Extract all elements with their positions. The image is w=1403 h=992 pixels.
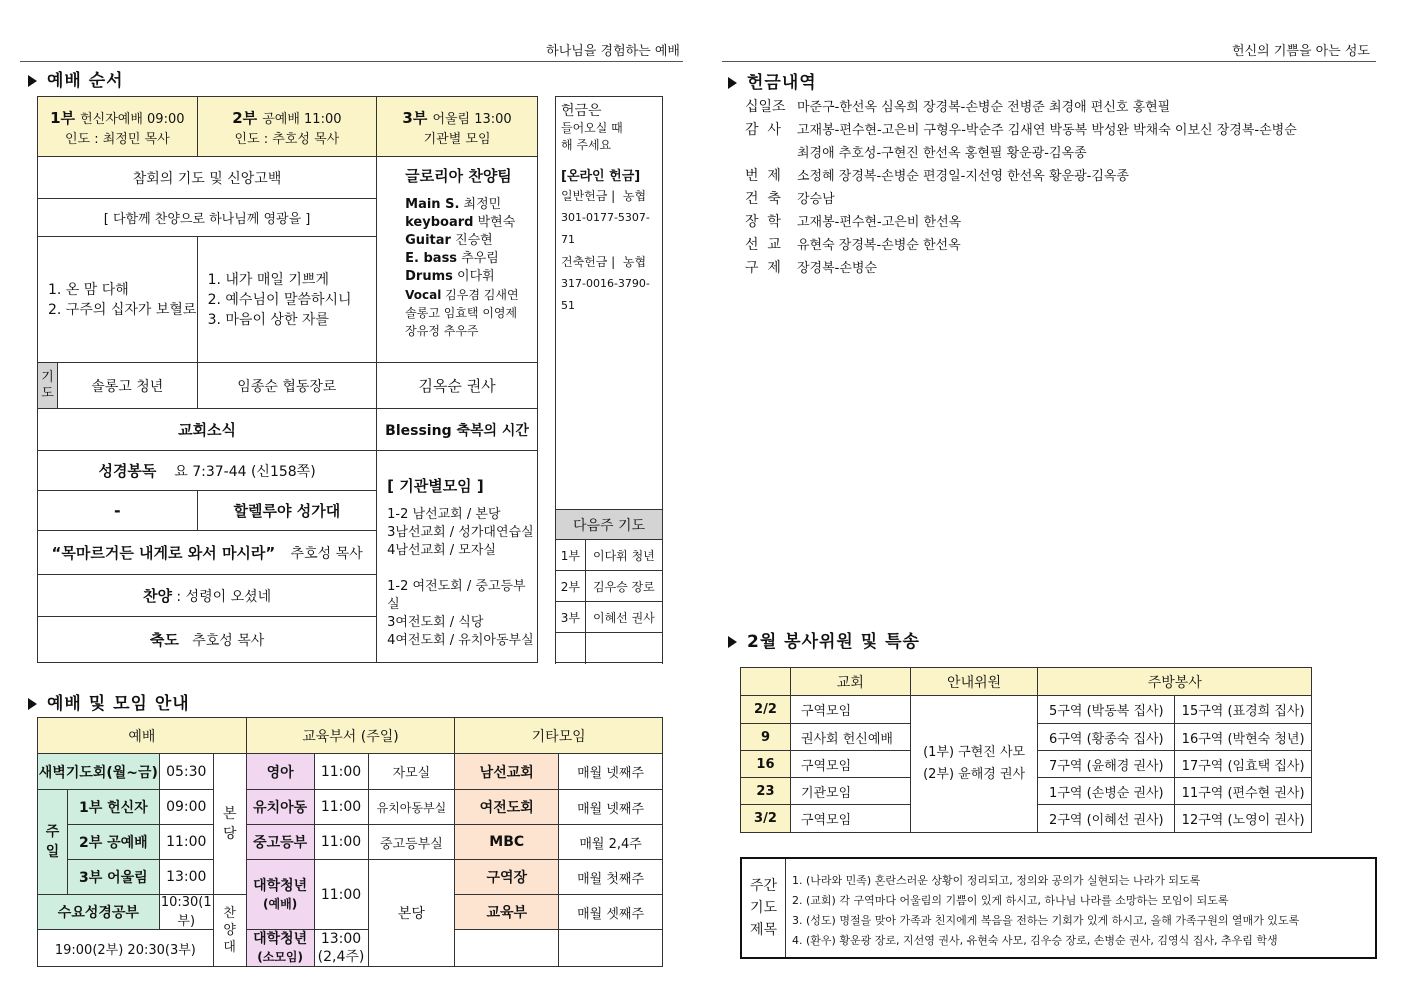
edu-youth: 중고등부: [246, 825, 314, 860]
service-row: [38, 97, 538, 157]
edu-infant: 영아: [246, 754, 314, 790]
hymn: 찬양 : 성령이 오셨네: [38, 575, 377, 617]
vol-head-guide: 안내위원: [910, 668, 1038, 696]
groups-cell: [377, 451, 538, 663]
left-page-header: 하나님을 경험하는 예배: [546, 44, 680, 59]
section-title: 헌금내역: [747, 73, 817, 93]
etc-leaders: 구역장: [455, 860, 559, 895]
choir: 할렐루야 성가대: [197, 491, 377, 531]
vol-head-kitchen: 주방봉사: [1038, 668, 1312, 696]
confession: 참회의 기도 및 신앙고백: [38, 157, 377, 199]
volunteer-table: 교회 안내위원 주방봉사 2/2 구역모임 (1부) 구현진 사모 (2부) 윤해경 권사 5구역 (박동복 집사) 15구역 (표경희 집사) 9 권사회 헌신예배 6구역 (황종숙 집사) 16구역 (박현숙 청년) 16 구역모임 7구역 (윤해경 권사) 17구역 (임효택 집사) 23 기관모임 1구역 (손병순 권사) 11구역 (편수현 권사) 3/2 구역모임 2구역 (이혜선 권사) 12구역 (노영이 권사): [740, 667, 1312, 833]
dawn-prayer: 새벽기도회(월~금): [38, 754, 160, 790]
offering-box: [555, 96, 663, 663]
section-title: 예배 순서: [47, 71, 124, 91]
etc-men: 남선교회: [455, 754, 559, 790]
dawn-time: 05:30: [159, 754, 213, 790]
offering-row: 번 제 소정혜 장경복-손병순 편경일-지선영 한선옥 황운광-김옥종: [745, 168, 1129, 184]
section-guide: [28, 689, 190, 714]
offering-row: 장 학 고재봉-편수현-고은비 한선옥: [745, 214, 962, 230]
vol-head-church: 교회: [790, 668, 910, 696]
schedule-table: 예배 교육부서 (주일) 기타모임 새벽기도회(월~금) 05:30 본당 영아 11:00 자모실 남선교회 매월 넷째주 주일 1부 헌신자 09:00 유치아동 11:00 유치아동부실 여전도회 매월 넷째주 2부 공예배 11:00 중고등부 11:00 중고등부실 MBC 매월 2,4주 3부 어울림 13:00 대학청년 (예배) 11:00 본당 구역장 매월 첫째주 수요성경공부 10:30(1부) 찬양대 교육부 매월 셋째주 19:00(2부) 20:30(3부) 대학청년 (소모임) 13:00 (2,4주): [37, 717, 663, 967]
section-volunteers: [728, 627, 920, 652]
praise-team-cell: [377, 157, 538, 363]
triangle-icon: [28, 75, 37, 87]
offering-row: 십일조 마준구-한선옥 심옥희 장경복-손병순 전병준 최경애 편신호 홍현필: [745, 99, 1171, 115]
praise-team-title: 글로리아 찬양팀: [405, 167, 512, 185]
right-page-header: 헌신의 기쁨을 아는 성도: [1232, 44, 1370, 59]
section-worship-order: [28, 66, 124, 91]
groups-list: 1-2 남선교회 / 본당 3남선교회 / 성가대연습실 4남선교회 / 모자실 1-2 여전도회 / 중고등부실 3여전도회 / 식당 4여전도회 / 유치아동부실: [387, 507, 534, 648]
wednesday-times: 19:00(2부) 20:30(3부): [38, 930, 214, 967]
section-title: 2월 봉사위원 및 특송: [747, 632, 920, 652]
head-etc: 기타모임: [455, 718, 663, 754]
prayer-label: 기도: [38, 363, 58, 409]
offering-row: 선 교 유현숙 장경복-손병순 한선옥: [745, 237, 961, 253]
section-title: 예배 및 모임 안내: [47, 694, 190, 714]
youth-room: 본당: [368, 860, 455, 967]
bondang-cell: 본당: [213, 754, 246, 895]
offering-row: 구 제 장경복-손병순: [745, 260, 878, 276]
svc-3: 3부 어울림: [67, 860, 159, 895]
offering-row: 감 사 고재봉-편수현-고은비 구형우-박순주 김새연 박동복 박성완 박채숙 이보신 장경복-손병순: [745, 122, 1297, 138]
edu-kinder: 유치아동: [246, 790, 314, 825]
next-prayer-table: 다음주 기도 1부 이다휘 청년 2부 김우승 장로 3부 이혜선 권사: [555, 509, 663, 664]
dash-cell: -: [38, 491, 198, 531]
right-header-rule: [722, 61, 1376, 62]
section-offering: [728, 68, 817, 93]
head-education: 교육부서 (주일): [246, 718, 455, 754]
left-header-rule: [20, 61, 683, 62]
triangle-icon: [28, 698, 37, 710]
head-worship: 예배: [38, 718, 247, 754]
blessing: Blessing 축복의 시간: [377, 409, 538, 451]
etc-mbc: MBC: [455, 825, 559, 860]
songs-second: 1. 내가 매일 기쁘게 2. 예수님이 말씀하시니 3. 마음이 상한 자를: [197, 237, 377, 363]
groups-title: [ 기관별모임 ]: [387, 477, 484, 495]
prayer-2: 임종순 협동장로: [197, 363, 377, 409]
etc-education: 교육부: [455, 895, 559, 930]
choir-room: 찬양대: [213, 895, 246, 967]
service-2: 2부 공예배 11:00 인도 : 추호성 목사: [197, 97, 377, 157]
worship-order-table: [37, 96, 538, 663]
service-1: 1부 헌신자예배 09:00 인도 : 최정민 목사: [38, 97, 198, 157]
youth-worship: 대학청년 (예배): [246, 860, 314, 930]
prayer-3: 김옥순 권사: [377, 363, 538, 409]
praise-team-list: Main S. 최정민 keyboard 박현숙 Guitar 진승현 E. bass 추우림 Drums 이다휘 Vocal 김우겸 김새연 솔롱고 임효택 이영제 장유정 추우주: [405, 197, 519, 338]
scripture-reading: 성경봉독 요 7:37-44 (신158쪽): [38, 451, 377, 491]
weekly-prayer-title: 주간 기도 제목: [742, 859, 786, 957]
svc-2: 2부 공예배: [67, 825, 159, 860]
next-prayer-title: 다음주 기도: [556, 510, 663, 540]
triangle-icon: [728, 77, 737, 89]
service-3: 3부 어울림 13:00 기관별 모임: [377, 97, 538, 157]
weekly-prayer-items: 1. (나라와 민족) 혼란스러운 상황이 정리되고, 정의와 공의가 실현되는 나라가 되도록 2. (교회) 각 구역마다 어울림의 기쁨이 있게 하시고, 하나님 나라를 소망하는 모임이 되도록 3. (성도) 명절을 맞아 가족과 친지에게 복음을 전하는 기회가 있게 하시고, 올해 가족구원의 열매가 있도록 4. (환우) 황운광 장로, 지선영 권사, 유현숙 사모, 김우승 장로, 손병순 권사, 김영식 집사, 추우림 학생: [792, 874, 1300, 947]
church-news: 교회소식: [38, 409, 377, 451]
praise-caption: [ 다함께 찬양으로 하나님께 영광을 ]: [38, 199, 377, 237]
vol-guides: (1부) 구현진 사모 (2부) 윤해경 권사: [910, 696, 1038, 833]
prayer-1: 솔롱고 청년: [57, 363, 197, 409]
offering-row: 건 축 강승남: [745, 191, 835, 207]
svc-1: 1부 헌신자: [67, 790, 159, 825]
sermon: “목마르거든 내게로 와서 마시라” 추호성 목사: [38, 531, 377, 575]
offering-notice: 헌금은 들어오실 때 해 주세요 [온라인 헌금] 일반헌금 | 농협 301-0177-5307-71 건축헌금 | 농협 317-0016-3790-51: [561, 103, 650, 312]
etc-women: 여전도회: [455, 790, 559, 825]
triangle-icon: [728, 636, 737, 648]
youth-small: 대학청년 (소모임): [246, 930, 314, 967]
wednesday-study: 수요성경공부: [38, 895, 160, 930]
offering-row: 최경애 추호성-구현진 한선옥 홍현필 황운광-김옥종: [797, 146, 1087, 161]
offering-list: [745, 96, 1365, 280]
sunday-label: 주일: [38, 790, 68, 895]
benediction: 축도 추호성 목사: [38, 617, 377, 663]
weekly-prayer-box: [740, 857, 1377, 959]
songs-first: 1. 온 맘 다해 2. 구주의 십자가 보혈로: [38, 237, 198, 363]
